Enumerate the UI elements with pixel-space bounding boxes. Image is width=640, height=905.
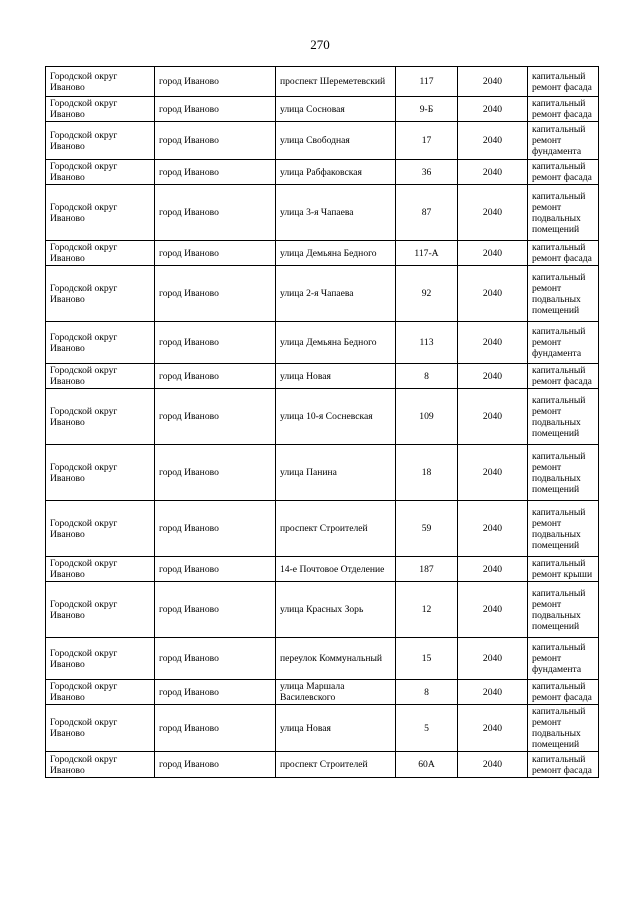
house-number-cell: 36 — [396, 160, 458, 185]
year-cell: 2040 — [458, 122, 528, 160]
house-number-cell: 5 — [396, 705, 458, 752]
table-row — [46, 97, 599, 122]
table-row — [46, 160, 599, 185]
work-type-cell: капитальный ремонт фасада — [528, 97, 599, 122]
work-type-cell: капитальный ремонт фасада — [528, 160, 599, 185]
locality-cell: город Иваново — [155, 241, 276, 266]
municipality-cell: Городской округ Иваново — [46, 705, 155, 752]
house-number-cell: 18 — [396, 445, 458, 501]
house-number-cell: 9-Б — [396, 97, 458, 122]
street-cell: улица Красных Зорь — [276, 582, 396, 638]
work-type-cell: капитальный ремонт подвальных помещений — [528, 389, 599, 445]
year-cell: 2040 — [458, 67, 528, 97]
year-cell: 2040 — [458, 752, 528, 778]
table-row — [46, 705, 599, 752]
table-row — [46, 67, 599, 97]
municipality-cell: Городской округ Иваново — [46, 445, 155, 501]
year-cell: 2040 — [458, 582, 528, 638]
work-type-cell: капитальный ремонт подвальных помещений — [528, 266, 599, 322]
year-cell: 2040 — [458, 680, 528, 705]
house-number-cell: 12 — [396, 582, 458, 638]
house-number-cell: 17 — [396, 122, 458, 160]
house-number-cell: 113 — [396, 322, 458, 364]
street-cell: улица Панина — [276, 445, 396, 501]
house-number-cell: 87 — [396, 185, 458, 241]
locality-cell: город Иваново — [155, 389, 276, 445]
year-cell: 2040 — [458, 322, 528, 364]
work-type-cell: капитальный ремонт фасада — [528, 680, 599, 705]
municipality-cell: Городской округ Иваново — [46, 389, 155, 445]
table-row — [46, 241, 599, 266]
street-cell: улица Демьяна Бедного — [276, 322, 396, 364]
table-row — [46, 752, 599, 778]
locality-cell: город Иваново — [155, 752, 276, 778]
street-cell: улица Рабфаковская — [276, 160, 396, 185]
work-type-cell: капитальный ремонт фундамента — [528, 638, 599, 680]
house-number-cell: 15 — [396, 638, 458, 680]
municipality-cell: Городской округ Иваново — [46, 557, 155, 582]
locality-cell: город Иваново — [155, 364, 276, 389]
table-row — [46, 322, 599, 364]
locality-cell: город Иваново — [155, 557, 276, 582]
work-type-cell: капитальный ремонт фасада — [528, 752, 599, 778]
year-cell: 2040 — [458, 185, 528, 241]
house-number-cell: 60А — [396, 752, 458, 778]
street-cell: улица Маршала Василевского — [276, 680, 396, 705]
year-cell: 2040 — [458, 389, 528, 445]
locality-cell: город Иваново — [155, 160, 276, 185]
municipality-cell: Городской округ Иваново — [46, 501, 155, 557]
municipality-cell: Городской округ Иваново — [46, 241, 155, 266]
house-number-cell: 8 — [396, 680, 458, 705]
municipality-cell: Городской округ Иваново — [46, 185, 155, 241]
year-cell: 2040 — [458, 501, 528, 557]
work-type-cell: капитальный ремонт подвальных помещений — [528, 705, 599, 752]
house-number-cell: 109 — [396, 389, 458, 445]
table-row — [46, 266, 599, 322]
work-type-cell: капитальный ремонт фасада — [528, 364, 599, 389]
municipality-cell: Городской округ Иваново — [46, 680, 155, 705]
page-number: 270 — [310, 37, 330, 52]
street-cell: проспект Шереметевский — [276, 67, 396, 97]
municipality-cell: Городской округ Иваново — [46, 67, 155, 97]
street-cell: улица Свободная — [276, 122, 396, 160]
year-cell: 2040 — [458, 705, 528, 752]
street-cell: проспект Строителей — [276, 501, 396, 557]
work-type-cell: капитальный ремонт фасада — [528, 241, 599, 266]
municipality-cell: Городской округ Иваново — [46, 582, 155, 638]
year-cell: 2040 — [458, 557, 528, 582]
work-type-cell: капитальный ремонт подвальных помещений — [528, 445, 599, 501]
street-cell: 14-е Почтовое Отделение — [276, 557, 396, 582]
locality-cell: город Иваново — [155, 97, 276, 122]
municipality-cell: Городской округ Иваново — [46, 638, 155, 680]
work-type-cell: капитальный ремонт подвальных помещений — [528, 185, 599, 241]
house-number-cell: 117 — [396, 67, 458, 97]
table-row — [46, 680, 599, 705]
locality-cell: город Иваново — [155, 185, 276, 241]
table-row — [46, 501, 599, 557]
work-type-cell: капитальный ремонт фасада — [528, 67, 599, 97]
municipality-cell: Городской округ Иваново — [46, 266, 155, 322]
locality-cell: город Иваново — [155, 266, 276, 322]
table-row — [46, 582, 599, 638]
street-cell: улица Новая — [276, 364, 396, 389]
municipality-cell: Городской округ Иваново — [46, 752, 155, 778]
year-cell: 2040 — [458, 160, 528, 185]
table-row — [46, 445, 599, 501]
locality-cell: город Иваново — [155, 122, 276, 160]
street-cell: улица Демьяна Бедного — [276, 241, 396, 266]
table-row — [46, 122, 599, 160]
locality-cell: город Иваново — [155, 445, 276, 501]
municipality-cell: Городской округ Иваново — [46, 160, 155, 185]
locality-cell: город Иваново — [155, 680, 276, 705]
table-row — [46, 557, 599, 582]
year-cell: 2040 — [458, 445, 528, 501]
municipality-cell: Городской округ Иваново — [46, 322, 155, 364]
municipality-cell: Городской округ Иваново — [46, 122, 155, 160]
street-cell: переулок Коммунальный — [276, 638, 396, 680]
locality-cell: город Иваново — [155, 582, 276, 638]
locality-cell: город Иваново — [155, 705, 276, 752]
table-body — [46, 67, 599, 778]
street-cell: проспект Строителей — [276, 752, 396, 778]
house-number-cell: 92 — [396, 266, 458, 322]
year-cell: 2040 — [458, 266, 528, 322]
work-type-cell: капитальный ремонт фундамента — [528, 122, 599, 160]
street-cell: улица 10-я Сосневская — [276, 389, 396, 445]
house-number-cell: 117-А — [396, 241, 458, 266]
year-cell: 2040 — [458, 638, 528, 680]
locality-cell: город Иваново — [155, 501, 276, 557]
table-row — [46, 185, 599, 241]
house-number-cell: 187 — [396, 557, 458, 582]
table-row — [46, 638, 599, 680]
house-number-cell: 8 — [396, 364, 458, 389]
work-type-cell: капитальный ремонт фундамента — [528, 322, 599, 364]
work-type-cell: капитальный ремонт крыши — [528, 557, 599, 582]
table-row — [46, 389, 599, 445]
locality-cell: город Иваново — [155, 638, 276, 680]
repair-register-table — [45, 66, 599, 778]
house-number-cell: 59 — [396, 501, 458, 557]
street-cell: улица Сосновая — [276, 97, 396, 122]
municipality-cell: Городской округ Иваново — [46, 97, 155, 122]
locality-cell: город Иваново — [155, 322, 276, 364]
street-cell: улица Новая — [276, 705, 396, 752]
street-cell: улица 2-я Чапаева — [276, 266, 396, 322]
table-row — [46, 364, 599, 389]
year-cell: 2040 — [458, 97, 528, 122]
locality-cell: город Иваново — [155, 67, 276, 97]
year-cell: 2040 — [458, 364, 528, 389]
year-cell: 2040 — [458, 241, 528, 266]
street-cell: улица 3-я Чапаева — [276, 185, 396, 241]
municipality-cell: Городской округ Иваново — [46, 364, 155, 389]
work-type-cell: капитальный ремонт подвальных помещений — [528, 501, 599, 557]
work-type-cell: капитальный ремонт подвальных помещений — [528, 582, 599, 638]
